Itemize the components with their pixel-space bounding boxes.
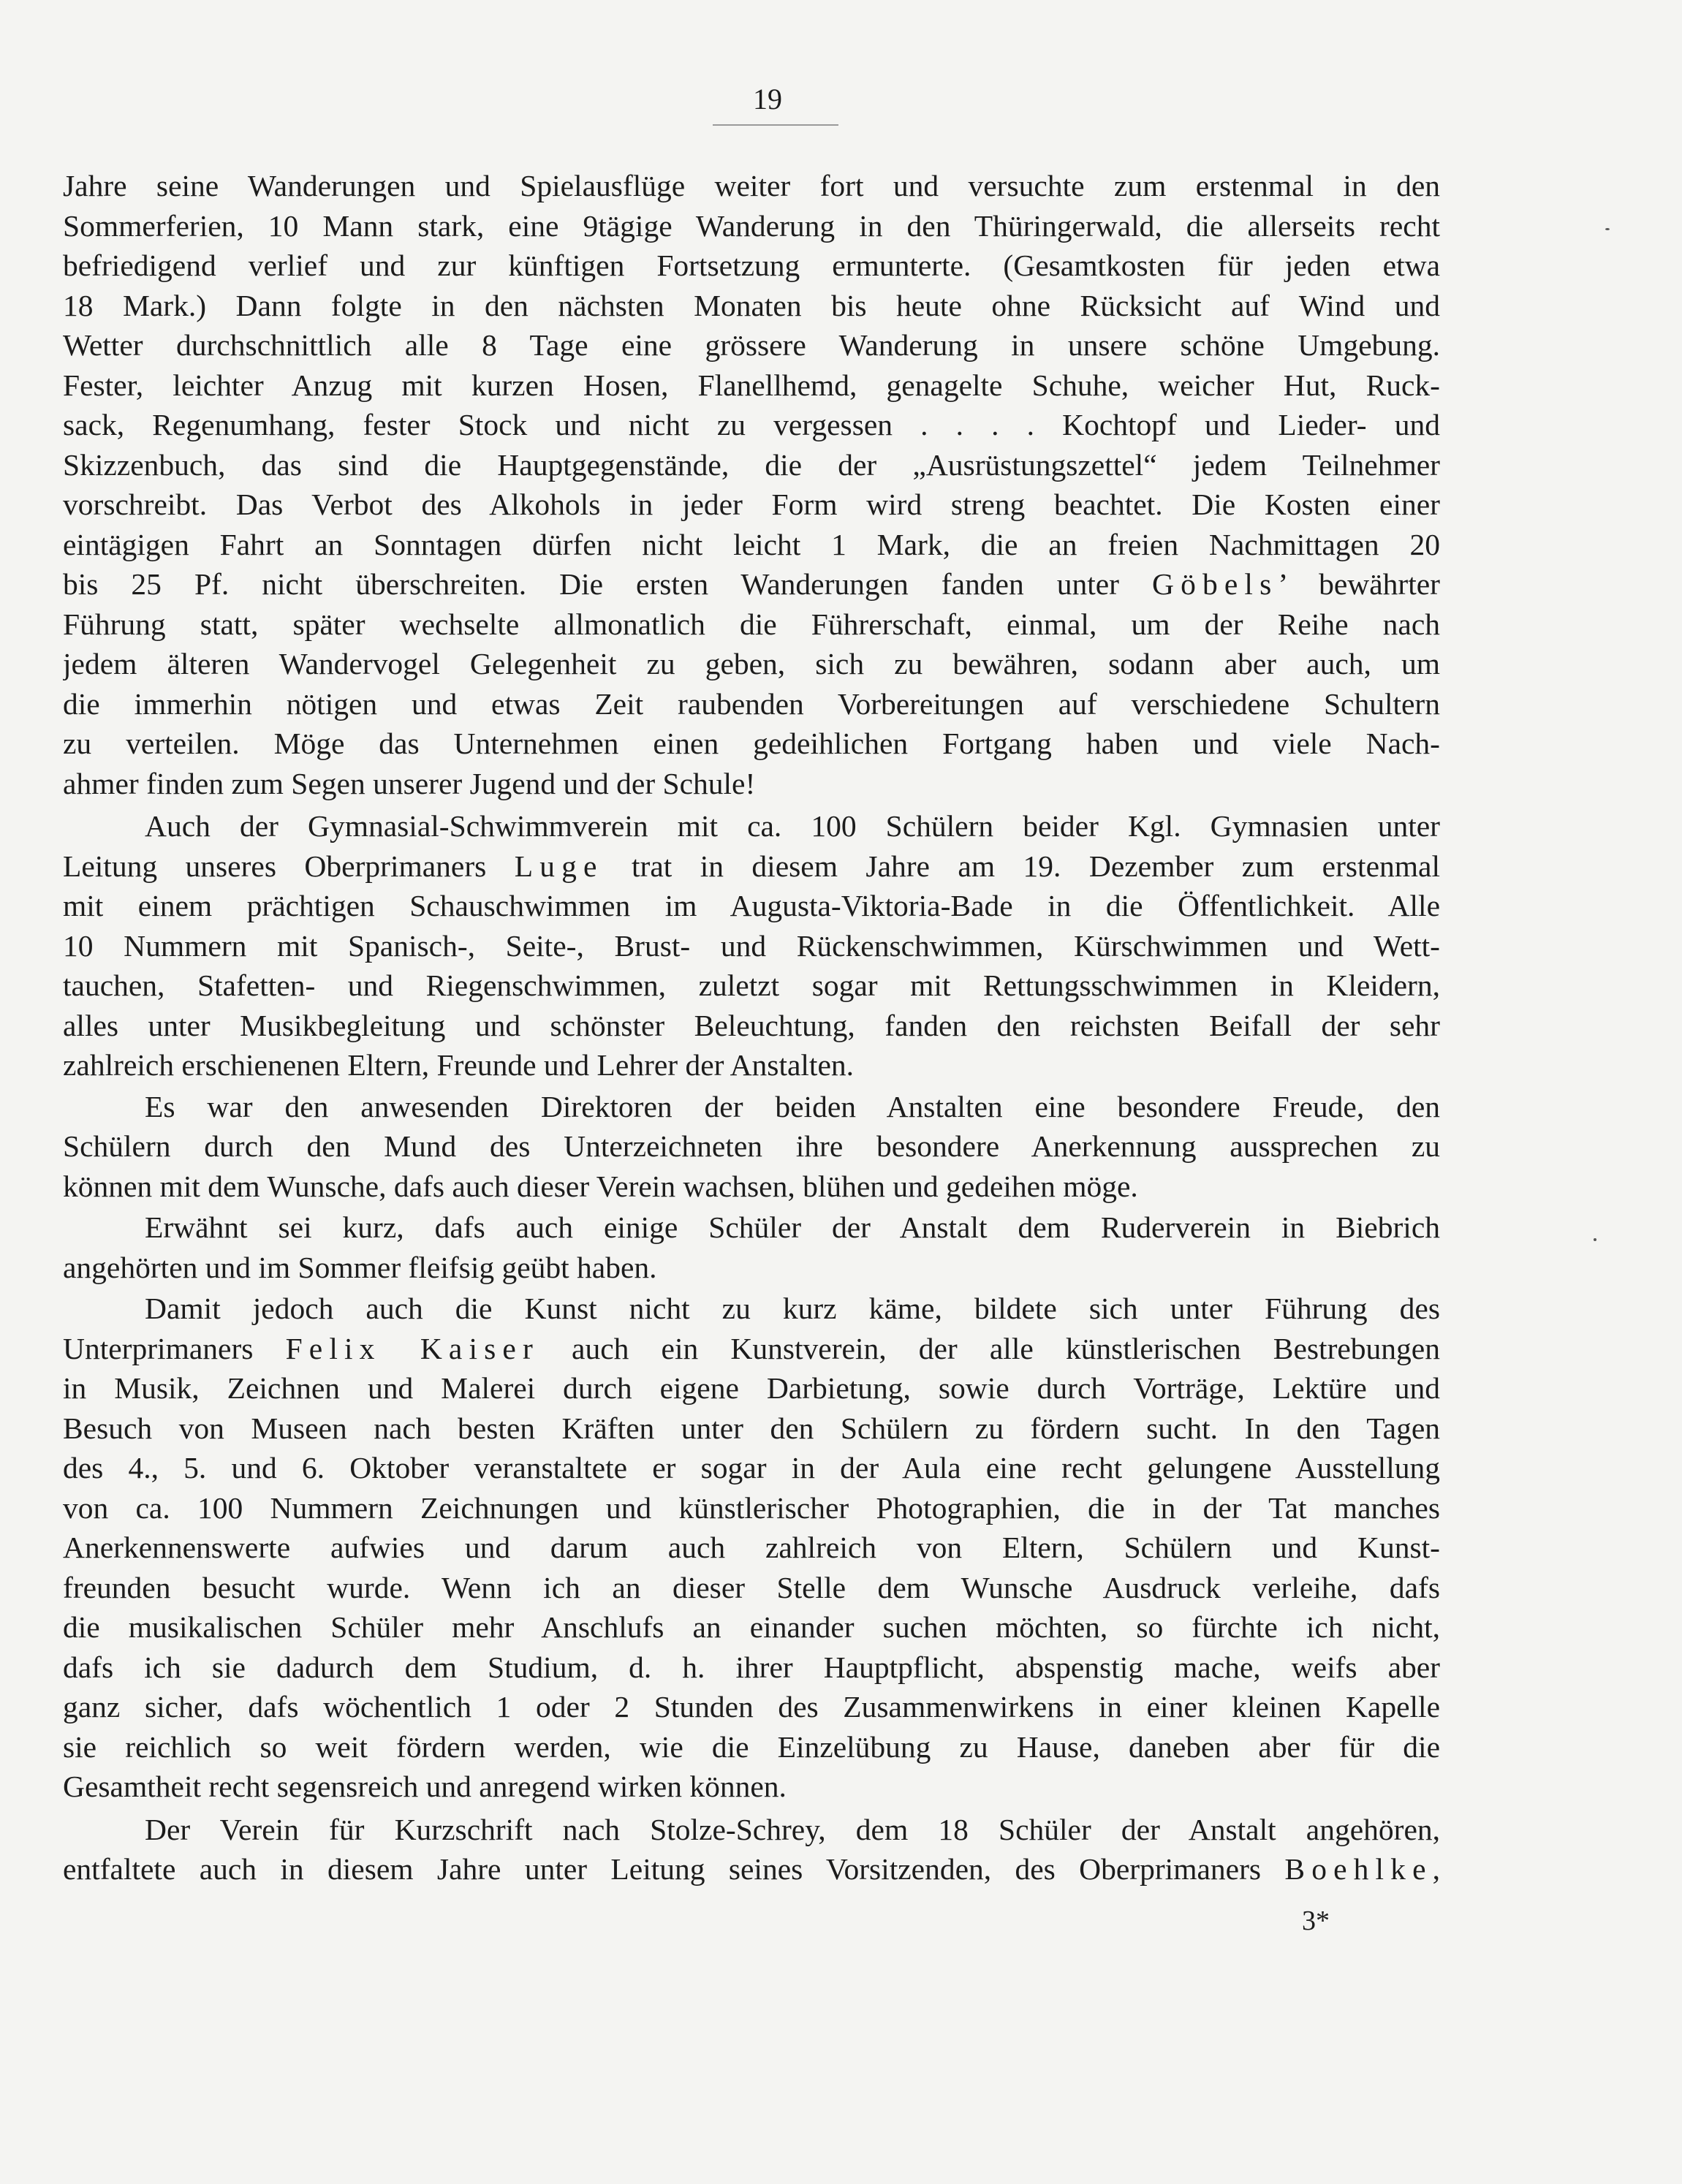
text-line [63,643,1440,684]
text-line [63,1328,1440,1369]
text-line [63,1487,1440,1528]
text-segment: von ca. 100 Nummern Zeichnungen und künstlerischer Photographien, die in der Tat manches [63,1490,1440,1525]
text-line [145,1086,1440,1127]
text-line [63,1726,1440,1767]
text-line [63,1408,1440,1449]
text-line [63,683,1440,724]
text-line [63,444,1440,485]
text-line [63,524,1440,565]
text-segment: eintägigen Fahrt an Sonntagen dürfen nicht leicht 1 Mark, die an freien Nachmittagen 20 [63,527,1440,561]
text-segment: dafs ich sie dadurch dem Studium, d. h. ihrer Hauptpflicht, abspenstig mache, weifs aber [63,1650,1440,1684]
text-line [63,1447,1440,1488]
text-line [63,1607,1440,1648]
text-line [145,805,1440,846]
header-rule [713,124,838,126]
text-line [63,1527,1440,1568]
text-segment: Jahre seine Wanderungen und Spielausflüge weiter fort und versuchte zum erstenmal in den [63,169,1440,202]
text-segment: mit einem prächtigen Schauschwimmen im Augusta-Viktoria-Bade in die Öffentlichkeit. Alle [63,889,1440,922]
text-segment: auch ein Kunstverein, der alle künstlerischen Bestrebungen [539,1331,1440,1365]
text-line [63,245,1440,286]
text-segment: trat in diesem Jahre am 19. Dezember zum erstenmal [603,849,1440,883]
text-segment: befriedigend verlief und zur künftigen Fortsetzung ermunterte. (Gesamtkosten für jeden etwa [63,249,1440,282]
text-segment: Sommerferien, 10 Mann stark, eine 9tägige Wanderung in den Thüringerwald, die allerseits recht [63,208,1440,243]
text-line [145,1288,1440,1329]
text-line [63,165,1440,206]
text-segment: tauchen, Stafetten- und Riegenschwimmen, zuletzt sogar mit Rettungsschwimmen in Kleidern, [63,968,1440,1002]
text-line [63,723,1440,764]
text-line [63,1166,1440,1207]
text-segment: freunden besucht wurde. Wenn ich an dieser Stelle dem Wunsche Ausdruck verleihe, dafs [63,1570,1440,1604]
text-line [63,1849,1440,1889]
text-line [63,205,1440,246]
text-segment: Schülern durch den Mund des Unterzeichneten ihre besondere Anerkennung aussprechen zu [63,1129,1440,1163]
text-segment: können mit dem Wunsche, dafs auch dieser Verein wachsen, blühen und gedeihen möge. [63,1169,1138,1203]
text-line [63,484,1440,525]
text-line [63,1247,1440,1288]
spaced-name: Felix Kaiser [285,1331,539,1365]
text-line [63,1126,1440,1167]
text-segment: Gesamtheit recht segensreich und anregend wirken können. [63,1770,787,1803]
text-segment: Unterprimaners [63,1331,286,1365]
text-segment: sie reichlich so weit fördern werden, wie die Einzelübung zu Hause, daneben aber für die [63,1729,1440,1764]
text-segment: Führung statt, später wechselte allmonatlich die Führerschaft, einmal, um der Reihe nach [63,607,1440,641]
text-segment: Skizzenbuch, das sind die Hauptgegenstände, die der „Ausrüstungszettel“ jedem Teilnehmer [63,447,1440,482]
text-segment: ahmer finden zum Segen unserer Jugend und der Schule! [63,766,756,800]
text-line [63,885,1440,926]
text-segment: bis 25 Pf. nicht überschreiten. Die ersten Wanderungen fanden unter [63,567,1152,601]
text-segment: 10 Nummern mit Spanisch-, Seite-, Brust- und Rückenschwimmen, Kürschwimmen und Wett- [63,928,1440,963]
text-segment: 18 Mark.) Dann folgte in den nächsten Monaten bis heute ohne Rücksicht auf Wind und [63,288,1440,322]
text-line [63,564,1440,604]
text-line [63,846,1440,887]
text-segment: Anerkennenswerte aufwies und darum auch zahlreich von Eltern, Schülern und Kunst- [63,1531,1440,1564]
text-segment: die musikalischen Schüler mehr Anschlufs an einander suchen möchten, so fürchte ich nicht, [63,1610,1440,1644]
text-segment: Leitung unseres Oberprimaners [63,849,515,883]
text-line [63,1647,1440,1688]
text-line [63,1005,1440,1046]
text-line [63,365,1440,406]
text-line [145,1809,1440,1850]
spaced-name: Göbels [1152,567,1278,601]
scan-speck [1594,1238,1596,1241]
text-segment: alles unter Musikbegleitung und schönster Beleuchtung, fanden den reichsten Beifall der sehr [63,1008,1440,1042]
text-segment: jedem älteren Wandervogel Gelegenheit zu geben, sich zu bewähren, sodann aber auch, um [63,647,1440,680]
scan-speck [1605,228,1610,230]
text-line [63,965,1440,1006]
page-number: 19 [753,83,782,115]
text-line [63,1044,1440,1085]
text-segment: vorschreibt. Das Verbot des Alkohols in jeder Form wird streng beachtet. Die Kosten einer [63,488,1440,521]
text-segment: Damit jedoch auch die Kunst nicht zu kurz käme, bildete sich unter Führung des [145,1292,1440,1325]
text-line [63,1368,1440,1408]
text-segment: des 4., 5. und 6. Oktober veranstaltete er sogar in der Aula eine recht gelungene Ausstellung [63,1451,1440,1485]
text-segment: angehörten und im Sommer fleifsig geübt haben. [63,1250,657,1284]
signature-mark: 3* [1302,1906,1330,1936]
text-line [63,404,1440,445]
text-line [63,763,1440,804]
text-segment: zu verteilen. Möge das Unternehmen einen gedeihlichen Fortgang haben und viele Nach- [63,727,1440,760]
text-line [63,925,1440,966]
text-segment: Erwähnt sei kurz, dafs auch einige Schüler der Anstalt dem Ruderverein in Biebrich [145,1210,1440,1244]
text-segment: , [1432,1852,1440,1886]
text-segment: Es war den anwesenden Direktoren der beiden Anstalten eine besondere Freude, den [145,1089,1440,1123]
text-segment: Auch der Gymnasial-Schwimmverein mit ca. 100 Schülern beider Kgl. Gymnasien unter [145,809,1440,843]
text-line [63,325,1440,365]
text-segment: Der Verein für Kurzschrift nach Stolze-Schrey, dem 18 Schüler der Anstalt angehören, [145,1812,1440,1846]
text-segment: entfaltete auch in diesem Jahre unter Leitung seines Vorsitzenden, des Oberprimaners [63,1852,1285,1886]
text-segment: ’ bewährter [1278,567,1440,601]
text-segment: zahlreich erschienenen Eltern, Freunde und Lehrer der Anstalten. [63,1048,854,1082]
text-line [145,1207,1440,1248]
text-segment: Fester, leichter Anzug mit kurzen Hosen, Flanellhemd, genagelte Schuhe, weicher Hut, Ruck- [63,368,1440,402]
text-segment: die immerhin nötigen und etwas Zeit raubenden Vorbereitungen auf verschiedene Schultern [63,686,1440,721]
text-segment: in Musik, Zeichnen und Malerei durch eigene Darbietung, sowie durch Vorträge, Lektüre und [63,1371,1440,1405]
text-line [63,604,1440,645]
text-line [63,285,1440,326]
text-line [63,1766,1440,1807]
text-segment: Besuch von Museen nach besten Kräften unter den Schülern zu fördern sucht. In den Tagen [63,1411,1440,1445]
spaced-name: Luge [514,849,604,883]
text-line [63,1686,1440,1727]
spaced-name: Boehlke [1284,1852,1433,1886]
text-segment: Wetter durchschnittlich alle 8 Tage eine grössere Wanderung in unsere schöne Umgebung. [63,328,1440,362]
text-line [63,1567,1440,1608]
text-segment: ganz sicher, dafs wöchentlich 1 oder 2 Stunden des Zusammenwirkens in einer kleinen Kapelle [63,1690,1440,1724]
text-segment: sack, Regenumhang, fester Stock und nicht zu vergessen . . . . Kochtopf und Lieder- und [63,408,1440,441]
